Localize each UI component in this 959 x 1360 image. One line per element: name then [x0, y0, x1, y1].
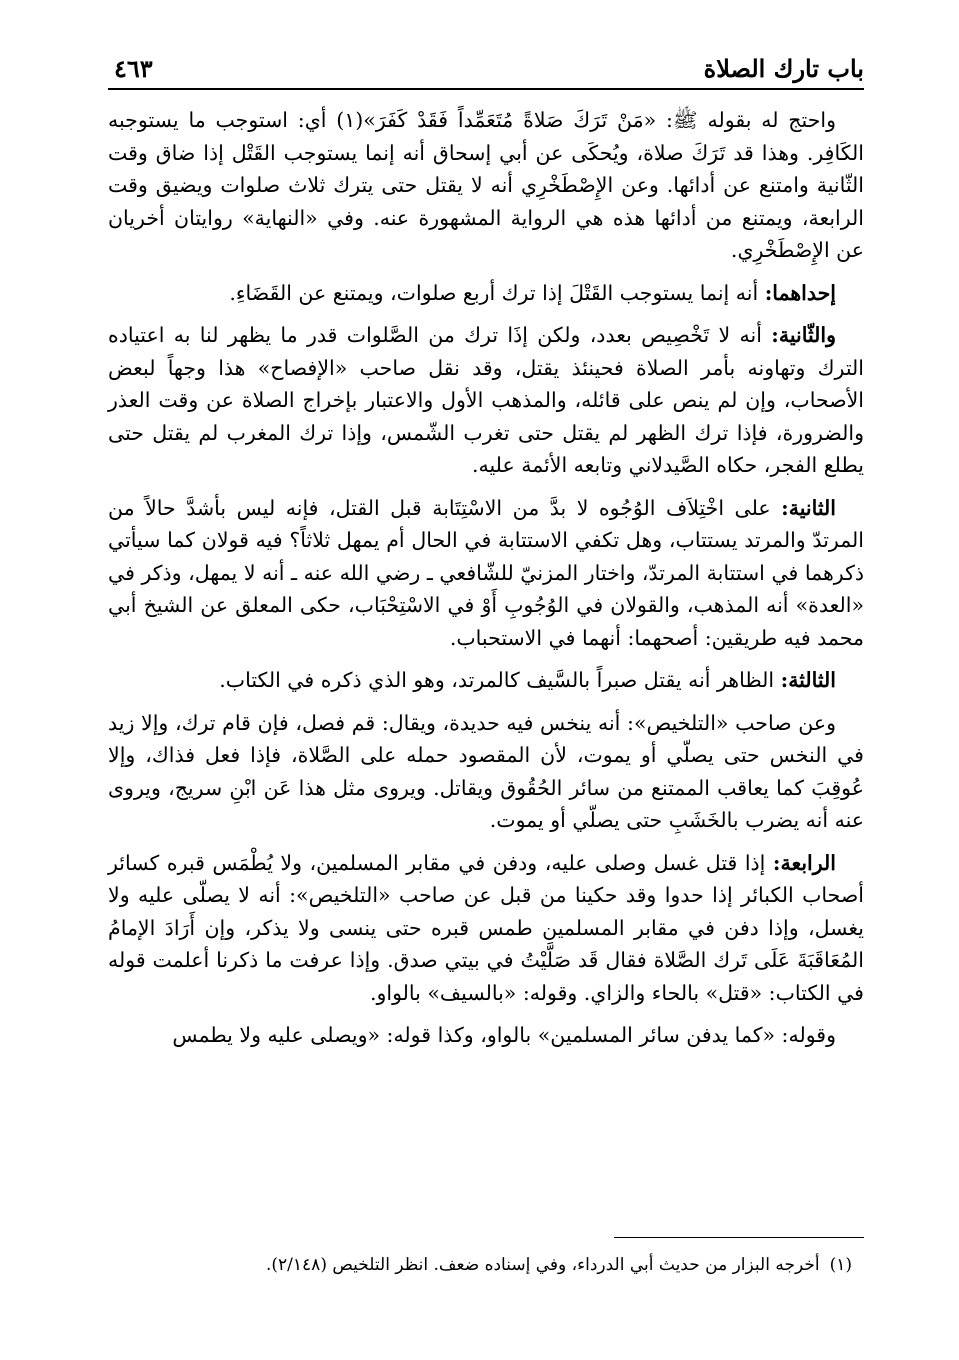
paragraph-label: الثالثة:: [780, 668, 836, 692]
paragraph: [108, 277, 864, 310]
body-text: [108, 104, 864, 1052]
paragraph: [108, 104, 864, 267]
paragraph: [108, 847, 864, 1010]
paragraph-label: والثّانية:: [771, 323, 836, 347]
paragraph-label: الثانية:: [781, 495, 836, 520]
footnote-number: (١): [829, 1255, 852, 1275]
paragraph-text: وعن صاحب «التلخيص»: أنه ينخس فيه حديدة، ويقال: قم فصل، فإن قام ترك، وإلا زيد في النخس حتى يصلّي أو يموت، لأن المقصود حمله على الصَّلاة، فإذا فعل فذاك، وإلا عُوقِبَ كما يعاقب الممتنع من سائر الحُقُوق ويقاتل. ويروى مثل هذا عَن ابْنِ سريج، ويروى عنه أنه يضرب بالخَشَبِ حتى يصلّي أو يموت.: [108, 710, 864, 832]
paragraph-text: الظاهر أنه يقتل صبراً بالسَّيف كالمرتد، وهو الذي ذكره في الكتاب.: [219, 668, 781, 692]
footnote-text: أخرجه البزار من حديث أبي الدرداء، وفي إسناده ضعف. انظر التلخيص (٢/١٤٨).: [266, 1255, 820, 1275]
footnote: [108, 1252, 852, 1278]
page-number: ٤٦٣: [114, 54, 153, 83]
paragraph: [108, 707, 864, 837]
paragraph: [108, 319, 864, 482]
paragraph: [108, 492, 864, 655]
page: [108, 44, 864, 1314]
paragraph-text: على اخْتِلاَف الوُجُوه لا بدَّ من الاسْتِتَابة قبل القتل، فإنه ليس بأشدَّ حالاً من المرتدّ والمرتد يستتاب، وهل تكفي الاستتابة في الحال أم يمهل ثلاثاً؟ فيه قولان كما سيأتي ذكرهما في استتابة المرتدّ، واختار المزنيّ للشّافعي ـ رضي الله عنه ـ أنه لا يمهل، وذكر في «العدة» أنه المذهب، والقولان في الوُجُوبِ أَوْ في الاسْتِحْبَاب، حكى المعلق عن الشيخ أبي محمد فيه طريقين: أصحهما: أنهما في الاستحباب.: [108, 495, 864, 650]
chapter-title: باب تارك الصلاة: [703, 54, 864, 83]
paragraph-label: إحداهما:: [764, 280, 836, 305]
paragraph-text: وقوله: «كما يدفن سائر المسلمين» بالواو، وكذا قوله: «ويصلى عليه ولا يطمس: [172, 1023, 836, 1047]
paragraph-text: واحتج له بقوله ﷺ: «مَنْ تَرَكَ صَلاةً مُتَعَمِّداً فَقَدْ كَفَرَ»(١) أي: استوجب ما يستوجبه الكَافِر. وهذا قد تَرَكَ صلاة، ويُحكَى عن أبي إسحاق أنه إنما يستوجب القَتْل إذا ضاق وقت الثّانية وامتنع عن أدائها. وعن الإِصْطَخْرِي أنه لا يقتل حتى يترك ثلاث صلوات ويضيق وقت الرابعة، ويمتنع من أدائها هذه هي الرواية المشهورة عنه. وفي «النهاية» روايتان أخريان عن الإِصْطَخْرِي.: [108, 108, 864, 262]
paragraph: [108, 1019, 864, 1052]
footnote-divider: [614, 1237, 864, 1238]
paragraph-text: إذا قتل غسل وصلى عليه، ودفن في مقابر المسلمين، ولا يُطْمَس قبره كسائر أصحاب الكبائر إذا حدوا وقد حكينا من قبل عن صاحب «التلخيص»: أنه لا يصلّى عليه ولا يغسل، وإذا دفن في مقابر المسلمين طمس قبره حتى ينسى ولا يذكر، وإن أَرَادَ الإمامُ المُعَاقَبَةَ عَلَى تَرك الصَّلاة فقال قَد صَلَّيْتُ في بيتي صدق. وإذا عرفت ما ذكرنا أعلمت قوله في الكتاب: «قتل» بالحاء والزاي. وقوله: «بالسيف» بالواو.: [108, 850, 864, 1005]
paragraph-text: أنه لا تَخْصِيص بعدد، ولكن إذَا ترك من الصَّلوات قدر ما يظهر لنا به اعتياده الترك وتهاونه بأمر الصلاة فحينئذ يقتل، وقد نقل صاحب «الإفصاح» هذا وجهاً لبعض الأصحاب، وإن لم ينص على قائله، والمذهب الأول والاعتبار بإخراج الصلاة عن وقت العذر والضرورة، فإذا ترك الظهر لم يقتل حتى تغرب الشّمس، وإذا ترك المغرب لم يقتل حتى يطلع الفجر، حكاه الصَّيدلاني وتابعه الأئمة عليه.: [108, 323, 864, 477]
paragraph-text: أنه إنما يستوجب القَتْلَ إذا ترك أربع صلوات، ويمتنع عن القَضَاءِ.: [229, 280, 765, 305]
paragraph: [108, 664, 864, 697]
page-header: [108, 44, 864, 90]
paragraph-label: الرابعة:: [772, 850, 836, 875]
